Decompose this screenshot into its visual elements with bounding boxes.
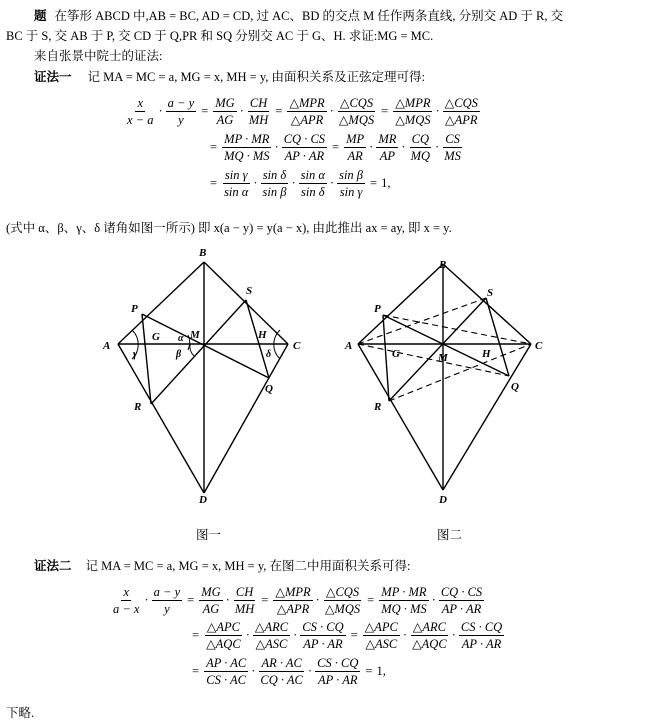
- label-A: A: [345, 340, 353, 352]
- proof2-equation-row-1: [110, 585, 485, 616]
- label-B: B: [439, 259, 447, 271]
- figure-1: [0, 240, 330, 545]
- label-R: R: [374, 401, 382, 413]
- label-delta: δ: [266, 349, 272, 360]
- fraction: [199, 585, 222, 616]
- equals-sign: =: [192, 664, 200, 678]
- multiplication-dot: ·: [435, 104, 440, 118]
- equals-sign: =: [187, 593, 195, 607]
- equation-result: 1,: [381, 176, 391, 190]
- fraction: [282, 132, 327, 163]
- multiplication-dot: ·: [158, 104, 163, 118]
- label-D: D: [199, 494, 207, 506]
- fraction: [258, 656, 305, 687]
- angle-beta-arc: [190, 344, 194, 356]
- fraction-numerator: AR · AC: [261, 656, 302, 670]
- fraction: [299, 168, 327, 199]
- fraction: [233, 585, 256, 616]
- fraction: [222, 168, 250, 199]
- fraction-denominator: sin δ: [301, 185, 325, 199]
- problem-line-3: 来自张景中院士的证法:: [34, 49, 163, 63]
- line-PQ: [383, 315, 509, 376]
- label-M: M: [190, 329, 200, 341]
- multiplication-dot: ·: [307, 664, 313, 678]
- fraction: [222, 132, 271, 163]
- fraction-numerator: a − y: [167, 96, 195, 110]
- fraction-denominator: △MQS: [395, 113, 431, 127]
- fraction-numerator: △MPR: [289, 96, 325, 110]
- fraction: [379, 585, 428, 616]
- equals-sign: =: [367, 593, 375, 607]
- proof1-conclusion: (式中 α、β、γ、δ 诸角如图一所示) 即 x(a − y) = y(a − x), 由此推出 ax = ay, 即 x = y.: [6, 221, 452, 235]
- fraction-numerator: sin δ: [262, 168, 287, 182]
- fraction: [204, 620, 243, 651]
- fraction: [261, 168, 289, 199]
- label-C: C: [293, 340, 301, 352]
- fraction: [204, 656, 248, 687]
- label-gamma: γ: [133, 349, 138, 360]
- fraction-numerator: MP · MR: [224, 132, 270, 146]
- label-beta: β: [176, 349, 182, 360]
- proof2-label: 证法二: [34, 559, 72, 573]
- fraction-denominator: MS: [444, 149, 461, 163]
- fraction-denominator: a − x: [113, 602, 140, 616]
- multiplication-dot: ·: [401, 140, 406, 154]
- figure-2: [330, 240, 662, 545]
- fraction-numerator: △MPR: [395, 96, 431, 110]
- line-SR: [389, 298, 486, 401]
- equals-sign: =: [210, 176, 218, 190]
- problem-text-1: 在筝形 ABCD 中,AB = BC, AD = CD, 过 AC、BD 的交点 M 任作两条直线, 分别交 AD 于 R, 交: [54, 9, 564, 23]
- multiplication-dot: ·: [431, 593, 436, 607]
- segment-AD: [358, 344, 443, 490]
- fraction: [459, 620, 504, 651]
- fraction: [442, 132, 463, 163]
- fraction-denominator: △AQC: [412, 637, 447, 651]
- fraction-denominator: y: [178, 113, 184, 127]
- label-D: D: [439, 494, 447, 506]
- ending-text: 下略.: [6, 706, 35, 720]
- fraction: [273, 585, 312, 616]
- proof1-intro-line: [34, 67, 425, 85]
- multiplication-dot: ·: [251, 664, 256, 678]
- label-M: M: [438, 352, 448, 364]
- proof1-equation-row-1: [124, 96, 481, 127]
- label-G: G: [152, 331, 160, 343]
- fraction-numerator: sin β: [339, 168, 364, 182]
- fraction-numerator: CH: [235, 585, 254, 599]
- multiplication-dot: ·: [245, 628, 250, 642]
- multiplication-dot: ·: [253, 176, 258, 190]
- fraction-denominator: AP: [379, 149, 396, 163]
- line-PQ: [142, 314, 272, 378]
- fraction: [363, 620, 400, 651]
- fraction: [376, 132, 398, 163]
- fraction-denominator: △ASC: [255, 637, 288, 651]
- fraction: [409, 132, 432, 163]
- multiplication-dot: ·: [274, 140, 279, 154]
- fraction: [337, 96, 376, 127]
- label-G: G: [392, 348, 400, 360]
- fraction-numerator: AP · AC: [206, 656, 247, 670]
- label-P: P: [374, 303, 381, 315]
- fraction-denominator: △ASC: [365, 637, 398, 651]
- segment-SQ: [486, 298, 509, 376]
- multiplication-dot: ·: [225, 593, 230, 607]
- equation-result: 1,: [376, 664, 386, 678]
- fraction-numerator: a − y: [153, 585, 181, 599]
- fraction: [323, 585, 362, 616]
- segment-AD: [118, 344, 204, 493]
- fraction-numerator: MP · MR: [381, 585, 427, 599]
- fraction-numerator: △ARC: [412, 620, 446, 634]
- label-C: C: [535, 340, 543, 352]
- proof2-intro: 记 MA = MC = a, MG = x, MH = y, 在图二中用面积关系可得:: [85, 559, 411, 573]
- fraction: [443, 96, 480, 127]
- multiplication-dot: ·: [402, 628, 408, 642]
- fraction-denominator: △APR: [445, 113, 478, 127]
- fraction-numerator: MG: [201, 585, 221, 599]
- fraction: [344, 132, 366, 163]
- fraction-denominator: MQ: [410, 149, 431, 163]
- label-P: P: [131, 303, 138, 315]
- fraction: [125, 96, 155, 127]
- equals-sign: =: [192, 628, 200, 642]
- multiplication-dot: ·: [451, 628, 456, 642]
- label-A: A: [103, 340, 111, 352]
- multiplication-dot: ·: [329, 104, 334, 118]
- fraction: [300, 620, 345, 651]
- label-H: H: [482, 348, 491, 360]
- fraction-numerator: CQ · CS: [440, 585, 483, 599]
- fraction-numerator: sin α: [300, 168, 325, 182]
- segment-BC: [443, 264, 531, 344]
- fraction-numerator: △MPR: [275, 585, 311, 599]
- equals-sign: =: [275, 104, 283, 118]
- label-Q: Q: [265, 383, 273, 395]
- fraction: [410, 620, 449, 651]
- fraction: [439, 585, 484, 616]
- multiplication-dot: ·: [435, 140, 440, 154]
- fraction-denominator: △APR: [276, 602, 310, 616]
- fraction: [393, 96, 432, 127]
- label-R: R: [134, 401, 142, 413]
- fraction-denominator: MQ · MS: [381, 602, 427, 616]
- fraction-numerator: sin γ: [224, 168, 248, 182]
- fraction-numerator: △CQS: [339, 96, 374, 110]
- fraction-denominator: AP · AR: [441, 602, 482, 616]
- label-S: S: [487, 287, 494, 299]
- problem-line-2: BC 于 S, 交 AB 于 P, 交 CD 于 Q,PR 和 SQ 分别交 AC 于 G、H. 求证:MG = MC.: [6, 29, 434, 43]
- fraction-denominator: AR: [347, 149, 363, 163]
- fraction-denominator: sin γ: [339, 185, 363, 199]
- multiplication-dot: ·: [144, 593, 149, 607]
- proof2-intro-line: [34, 556, 411, 574]
- segment-PR: [142, 314, 151, 404]
- label-B: B: [199, 247, 207, 259]
- fraction-denominator: AP · AR: [461, 637, 502, 651]
- fraction-denominator: sin α: [224, 185, 249, 199]
- figure-1-caption: 图一: [196, 528, 222, 542]
- fraction-numerator: △CQS: [444, 96, 478, 110]
- fraction-denominator: AP · AR: [318, 673, 358, 687]
- fraction-numerator: CQ · CS: [283, 132, 326, 146]
- fraction: [166, 96, 196, 127]
- fraction-numerator: △APC: [206, 620, 240, 634]
- fraction-denominator: y: [164, 602, 170, 616]
- dashed-PC: [383, 315, 531, 344]
- proof1-equation-row-2: [206, 132, 464, 163]
- equals-sign: =: [261, 593, 269, 607]
- fraction-numerator: CH: [249, 96, 268, 110]
- equals-sign: =: [350, 628, 358, 642]
- fraction-numerator: x: [123, 585, 130, 599]
- label-S: S: [246, 285, 253, 297]
- fraction-numerator: CQ: [411, 132, 429, 146]
- fraction-numerator: MG: [215, 96, 235, 110]
- fraction-denominator: AP · AR: [284, 149, 325, 163]
- fraction-numerator: △CQS: [325, 585, 360, 599]
- fraction: [213, 96, 236, 127]
- fraction-denominator: MH: [234, 602, 255, 616]
- fraction-denominator: △MQS: [324, 602, 361, 616]
- fraction-denominator: sin β: [262, 185, 287, 199]
- equals-sign: =: [381, 104, 389, 118]
- fraction-denominator: MQ · MS: [224, 149, 270, 163]
- fraction-numerator: MR: [378, 132, 397, 146]
- line-SR: [151, 300, 246, 404]
- proof2-equation-row-2: [188, 620, 505, 651]
- fraction-numerator: △APC: [364, 620, 398, 634]
- segment-AB: [358, 264, 443, 344]
- proof1-equation-row-3: [206, 168, 390, 199]
- equals-sign: =: [365, 664, 373, 678]
- fraction-numerator: MP: [346, 132, 365, 146]
- fraction-denominator: CQ · AC: [260, 673, 303, 687]
- fraction-denominator: △AQC: [206, 637, 241, 651]
- proof2-equation-row-3: [188, 656, 386, 687]
- label-H: H: [258, 329, 267, 341]
- fraction-numerator: △ARC: [254, 620, 289, 634]
- fraction-numerator: CS · CQ: [317, 656, 359, 670]
- multiplication-dot: ·: [293, 628, 298, 642]
- fraction-denominator: MH: [248, 113, 269, 127]
- label-Q: Q: [511, 381, 519, 393]
- multiplication-dot: ·: [329, 176, 335, 190]
- proof1-label: 证法一: [34, 70, 72, 84]
- fraction: [247, 96, 270, 127]
- multiplication-dot: ·: [291, 176, 296, 190]
- fraction: [287, 96, 326, 127]
- multiplication-dot: ·: [315, 593, 320, 607]
- problem-label: 题: [34, 9, 47, 23]
- fraction-numerator: CS: [445, 132, 460, 146]
- fraction-denominator: CS · AC: [206, 673, 246, 687]
- equals-sign: =: [210, 140, 218, 154]
- fraction: [111, 585, 141, 616]
- proof1-intro: 记 MA = MC = a, MG = x, MH = y, 由面积关系及正弦定理可得:: [87, 70, 425, 84]
- equals-sign: =: [332, 140, 340, 154]
- fraction-denominator: △MQS: [338, 113, 375, 127]
- fraction-denominator: x − a: [127, 113, 154, 127]
- fraction-numerator: CS · CQ: [460, 620, 503, 634]
- fraction-numerator: CS · CQ: [302, 620, 344, 634]
- figure-2-caption: 图二: [437, 528, 463, 542]
- fraction-numerator: x: [137, 96, 144, 110]
- fraction: [315, 656, 360, 687]
- fraction: [152, 585, 182, 616]
- fraction-denominator: AG: [202, 602, 220, 616]
- equals-sign: =: [201, 104, 209, 118]
- fraction-denominator: AP · AR: [303, 637, 343, 651]
- fraction: [253, 620, 290, 651]
- multiplication-dot: ·: [239, 104, 244, 118]
- equals-sign: =: [370, 176, 378, 190]
- fraction-denominator: AG: [216, 113, 234, 127]
- fraction-denominator: △APR: [290, 113, 324, 127]
- label-alpha: α: [178, 333, 184, 344]
- problem-line-1: [6, 6, 563, 24]
- multiplication-dot: ·: [369, 140, 374, 154]
- fraction: [337, 168, 365, 199]
